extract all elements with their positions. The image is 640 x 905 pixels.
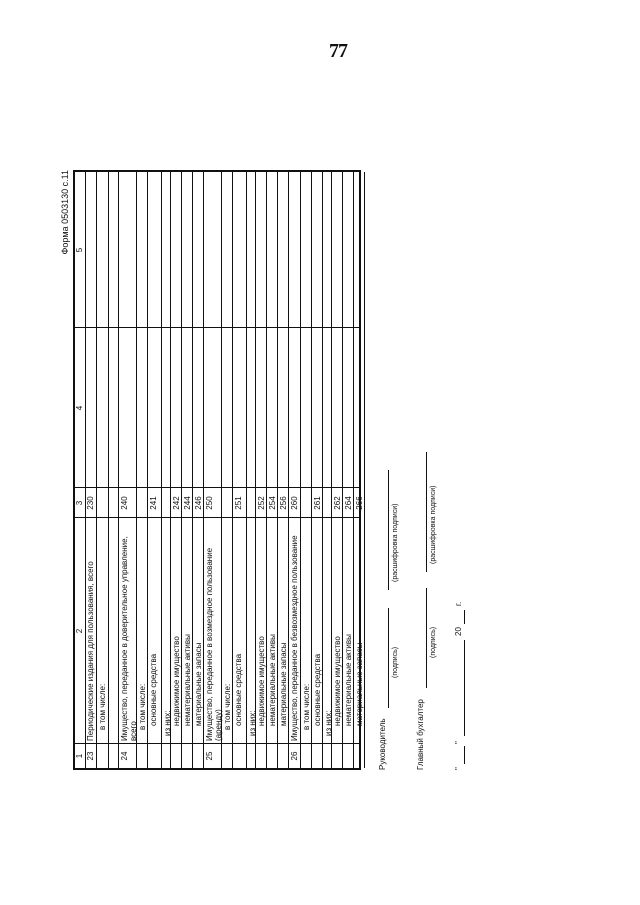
date-quote-open: " bbox=[454, 767, 463, 770]
row-col5-value bbox=[256, 172, 267, 328]
row-name: нематериальные активы bbox=[344, 634, 353, 726]
signature-block bbox=[372, 170, 490, 770]
row-name: в том числе: bbox=[302, 683, 311, 730]
table-row bbox=[137, 172, 148, 768]
row-number: 23 bbox=[86, 751, 95, 761]
row-code bbox=[162, 488, 171, 518]
row-col4-value bbox=[332, 328, 343, 488]
row-col5-value bbox=[97, 172, 109, 328]
table-row bbox=[247, 172, 256, 768]
row-number bbox=[171, 744, 182, 768]
row-col5-value bbox=[267, 172, 278, 328]
accountant-signature-caption: (подпись) bbox=[430, 626, 437, 658]
table-row bbox=[162, 172, 171, 768]
head-signature-caption: (подпись) bbox=[392, 646, 399, 678]
row-number bbox=[312, 744, 323, 768]
table-row bbox=[343, 172, 354, 768]
date-year-line bbox=[464, 610, 465, 624]
date-quote-close: " bbox=[454, 741, 463, 744]
row-col5-value bbox=[85, 172, 97, 328]
row-col4-value bbox=[256, 328, 267, 488]
row-col4-value bbox=[119, 328, 137, 488]
row-col5-value bbox=[312, 172, 323, 328]
row-number bbox=[222, 744, 233, 768]
row-code: 242 bbox=[172, 496, 181, 510]
date-day-line bbox=[464, 746, 465, 764]
row-code: 230 bbox=[86, 496, 95, 510]
table-row bbox=[233, 172, 247, 768]
row-number bbox=[97, 744, 109, 768]
row-code bbox=[137, 488, 148, 518]
row-name: Имущество, переданное в безвозмездное пользование bbox=[290, 535, 299, 741]
row-col5-value bbox=[182, 172, 193, 328]
row-name bbox=[109, 518, 119, 744]
row-name: из них: bbox=[248, 710, 257, 736]
row-name: недвижимое имущество bbox=[333, 636, 342, 726]
row-number bbox=[193, 744, 204, 768]
head-decode-line bbox=[388, 470, 389, 590]
row-code: 254 bbox=[268, 496, 277, 510]
row-number: 25 bbox=[205, 751, 214, 761]
accountant-decode-line bbox=[426, 452, 427, 572]
row-code: 250 bbox=[205, 496, 214, 510]
table-row bbox=[193, 172, 204, 768]
row-col4-value bbox=[323, 328, 332, 488]
row-name: в том числе: bbox=[98, 683, 107, 730]
table-row bbox=[182, 172, 193, 768]
table-row bbox=[301, 172, 312, 768]
row-name: Периодические издания для пользования, всего bbox=[86, 561, 95, 741]
row-col5-value bbox=[323, 172, 332, 328]
row-col5-value bbox=[233, 172, 247, 328]
row-name: основные средства bbox=[313, 653, 322, 726]
row-code: 266 bbox=[355, 496, 364, 510]
row-number bbox=[267, 744, 278, 768]
column-divider bbox=[75, 327, 359, 328]
row-code bbox=[97, 488, 109, 518]
row-name: Имущество, переданное в возмездное пользование (аренду) bbox=[205, 547, 223, 741]
row-number bbox=[278, 744, 289, 768]
table-row bbox=[256, 172, 267, 768]
row-number bbox=[256, 744, 267, 768]
table-row bbox=[171, 172, 182, 768]
accountant-label: Главный бухгалтер bbox=[416, 699, 425, 770]
row-name: из них: bbox=[163, 710, 172, 736]
row-number bbox=[233, 744, 247, 768]
column-divider bbox=[75, 743, 359, 744]
column-divider bbox=[75, 517, 359, 518]
row-col4-value bbox=[137, 328, 148, 488]
table-row bbox=[354, 172, 365, 768]
table-row bbox=[85, 172, 97, 768]
row-col4-value bbox=[278, 328, 289, 488]
row-name: из них: bbox=[324, 710, 333, 736]
table-row bbox=[148, 172, 162, 768]
row-name: в том числе: bbox=[138, 683, 147, 730]
row-name: в том числе: bbox=[223, 683, 232, 730]
row-code bbox=[247, 488, 256, 518]
row-col4-value bbox=[247, 328, 256, 488]
header-col-1: 1 bbox=[75, 753, 84, 759]
row-number bbox=[323, 744, 332, 768]
row-number bbox=[148, 744, 162, 768]
row-code: 260 bbox=[290, 496, 299, 510]
row-col5-value bbox=[278, 172, 289, 328]
row-code: 262 bbox=[333, 496, 342, 510]
row-col4-value bbox=[301, 328, 312, 488]
row-col5-value bbox=[289, 172, 301, 328]
row-name: нематериальные активы bbox=[183, 634, 192, 726]
row-col4-value bbox=[162, 328, 171, 488]
table-row bbox=[278, 172, 289, 768]
row-col5-value bbox=[119, 172, 137, 328]
row-col4-value bbox=[148, 328, 162, 488]
row-number bbox=[332, 744, 343, 768]
row-col5-value bbox=[109, 172, 119, 328]
row-name: нематериальные активы bbox=[268, 634, 277, 726]
row-col4-value bbox=[222, 328, 233, 488]
row-col4-value bbox=[97, 328, 109, 488]
row-col4-value bbox=[85, 328, 97, 488]
accountant-decode-caption: (расшифровка подписи) bbox=[430, 485, 437, 564]
rotated-form-page bbox=[60, 170, 490, 770]
row-col4-value bbox=[233, 328, 247, 488]
row-col4-value bbox=[343, 328, 354, 488]
row-col5-value bbox=[301, 172, 312, 328]
row-code bbox=[109, 488, 119, 518]
row-name: материальные запасы bbox=[279, 642, 288, 726]
row-col4-value bbox=[267, 328, 278, 488]
page-number: 77 bbox=[329, 40, 347, 62]
row-col4-value bbox=[354, 328, 365, 488]
row-col5-value bbox=[193, 172, 204, 328]
table-row bbox=[222, 172, 233, 768]
row-col5-value bbox=[171, 172, 182, 328]
accountant-signature-line bbox=[426, 588, 427, 688]
row-code: 241 bbox=[149, 496, 158, 510]
row-name: недвижимое имущество bbox=[172, 636, 181, 726]
row-code: 264 bbox=[344, 496, 353, 510]
row-col4-value bbox=[289, 328, 301, 488]
head-label: Руководитель bbox=[378, 718, 387, 770]
head-signature-line bbox=[388, 608, 389, 708]
date-century: 20 bbox=[454, 627, 463, 636]
row-name: недвижимое имущество bbox=[257, 636, 266, 726]
row-col5-value bbox=[148, 172, 162, 328]
head-decode-caption: (расшифровка подписи) bbox=[392, 503, 399, 582]
table-row bbox=[289, 172, 301, 768]
date-suffix: г. bbox=[454, 601, 463, 606]
row-number bbox=[343, 744, 354, 768]
row-name: основные средства bbox=[234, 653, 243, 726]
table-row bbox=[323, 172, 332, 768]
row-number: 24 bbox=[120, 751, 129, 761]
table-row bbox=[109, 172, 119, 768]
row-code bbox=[222, 488, 233, 518]
row-col4-value bbox=[182, 328, 193, 488]
table-row bbox=[267, 172, 278, 768]
row-code: 252 bbox=[257, 496, 266, 510]
row-number bbox=[109, 744, 119, 768]
row-number bbox=[162, 744, 171, 768]
row-col5-value bbox=[137, 172, 148, 328]
form-label: Форма 0503130 с.11 bbox=[60, 170, 70, 255]
row-col5-value bbox=[343, 172, 354, 328]
row-col5-value bbox=[332, 172, 343, 328]
row-number bbox=[354, 744, 365, 768]
row-col5-value bbox=[204, 172, 222, 328]
table-row bbox=[332, 172, 343, 768]
row-col4-value bbox=[204, 328, 222, 488]
row-col5-value bbox=[354, 172, 365, 328]
row-col5-value bbox=[247, 172, 256, 328]
row-col4-value bbox=[193, 328, 204, 488]
row-col4-value bbox=[171, 328, 182, 488]
header-col-3: 3 bbox=[75, 500, 84, 506]
row-col4-value bbox=[312, 328, 323, 488]
table-row bbox=[97, 172, 109, 768]
row-code: 246 bbox=[194, 496, 203, 510]
row-name: Имущество, переданное в доверительное управление, всего bbox=[120, 536, 138, 741]
row-name: материальные запасы bbox=[194, 642, 203, 726]
header-col-4: 4 bbox=[75, 405, 84, 411]
header-col-5: 5 bbox=[75, 247, 84, 253]
table-row bbox=[119, 172, 137, 768]
row-number bbox=[182, 744, 193, 768]
row-name: материальные запасы bbox=[355, 642, 364, 726]
row-number bbox=[301, 744, 312, 768]
date-month-line bbox=[464, 640, 465, 736]
row-number bbox=[137, 744, 148, 768]
row-code: 256 bbox=[279, 496, 288, 510]
table-row bbox=[204, 172, 222, 768]
row-code: 244 bbox=[183, 496, 192, 510]
report-table bbox=[73, 170, 364, 770]
row-code bbox=[323, 488, 332, 518]
row-col5-value bbox=[222, 172, 233, 328]
row-col5-value bbox=[162, 172, 171, 328]
row-number: 26 bbox=[290, 751, 299, 761]
column-divider bbox=[75, 487, 359, 488]
row-col4-value bbox=[109, 328, 119, 488]
row-code: 261 bbox=[313, 496, 322, 510]
row-code: 251 bbox=[234, 496, 243, 510]
table-row bbox=[312, 172, 323, 768]
row-name: основные средства bbox=[149, 653, 158, 726]
row-code: 240 bbox=[120, 496, 129, 510]
row-code bbox=[301, 488, 312, 518]
row-number bbox=[247, 744, 256, 768]
header-col-2: 2 bbox=[75, 628, 84, 634]
